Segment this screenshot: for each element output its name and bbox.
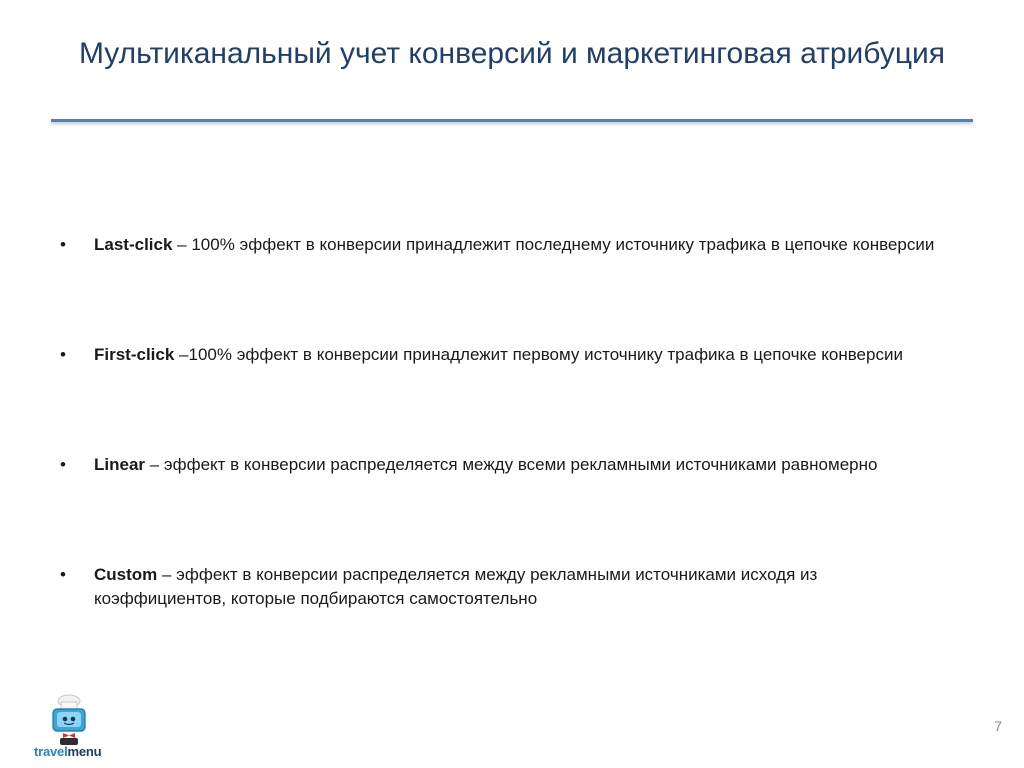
bullet-marker: • — [60, 455, 66, 474]
bullet-description: – 100% эффект в конверсии принадлежит последнему источнику трафика в цепочке конверсии — [172, 235, 935, 254]
bullet-term: Last-click — [94, 235, 173, 254]
bullet-term: First-click — [94, 345, 175, 364]
bullet-description: – эффект в конверсии распределяется между рекламными источниками исходя из коэффициентов, которые подбираются самостоятельно — [94, 565, 818, 608]
bullet-marker: • — [60, 235, 66, 254]
bullet-marker: • — [60, 345, 66, 364]
bullet-text — [94, 343, 954, 367]
bullet-term: Custom — [94, 565, 158, 584]
bullet-description: – эффект в конверсии распределяется между всеми рекламными источниками равномерно — [145, 455, 878, 474]
page-number: 7 — [994, 718, 1002, 734]
bullet-marker: • — [60, 565, 66, 584]
bullet-description: –100% эффект в конверсии принадлежит первому источнику трафика в цепочке конверсии — [174, 345, 903, 364]
bullet-text — [94, 563, 954, 611]
travelmenu-logo — [22, 692, 132, 764]
bullet-text — [94, 233, 954, 257]
logo-wordmark-travel: travel — [34, 744, 68, 759]
slide-title: Мультиканальный учет конверсий и маркетинговая атрибуция — [78, 37, 945, 70]
logo-wordmark-menu: menu — [67, 744, 102, 759]
bullet-text — [94, 453, 954, 477]
mascot-chef-monitor-icon — [44, 692, 94, 746]
bullet-term: Linear — [94, 455, 146, 474]
logo-wordmark — [34, 744, 101, 759]
